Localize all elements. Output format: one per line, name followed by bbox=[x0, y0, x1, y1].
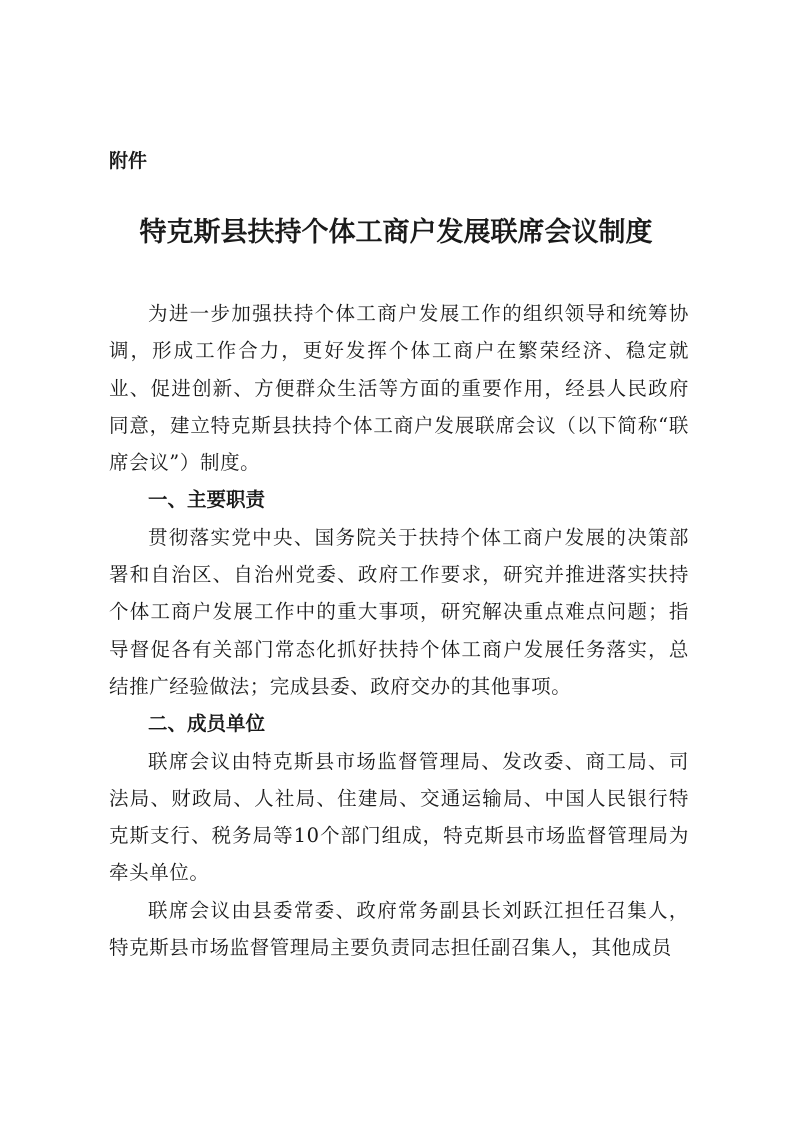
members-paragraph-1: 联席会议由特克斯县市场监督管理局、发改委、商工局、司法局、财政局、人社局、住建局、交通运输局、中国人民银行特克斯支行、税务局等10个部门组成，特克斯县市场监督管理局为牵头单位。 bbox=[109, 749, 689, 885]
members-paragraph-2: 联席会议由县委常委、政府常务副县长刘跃江担任召集人，特克斯县市场监督管理局主要负责同志担任副召集人，其他成员 bbox=[109, 898, 689, 960]
section-heading-members: 二、成员单位 bbox=[148, 712, 266, 736]
intro-paragraph: 为进一步加强扶持个体工商户发展工作的组织领导和统筹协调，形成工作合力，更好发挥个体工商户在繁荣经济、稳定就业、促进创新、方便群众生活等方面的重要作用，经县人民政府同意，建立特克斯县扶持个体工商户发展联席会议（以下简称“联席会议”）制度。 bbox=[109, 302, 689, 475]
attachment-label: 附件 bbox=[109, 150, 148, 172]
document-body bbox=[109, 295, 689, 966]
section-heading-responsibilities: 一、主要职责 bbox=[148, 488, 266, 512]
document-title: 特克斯县扶持个体工商户发展联席会议制度 bbox=[139, 217, 653, 248]
responsibilities-paragraph: 贯彻落实党中央、国务院关于扶持个体工商户发展的决策部署和自治区、自治州党委、政府工作要求，研究并推进落实扶持个体工商户发展工作中的重大事项，研究解决重点难点问题；指导督促各有关部门常态化抓好扶持个体工商户发展任务落实，总结推广经验做法；完成县委、政府交办的其他事项。 bbox=[109, 525, 689, 698]
